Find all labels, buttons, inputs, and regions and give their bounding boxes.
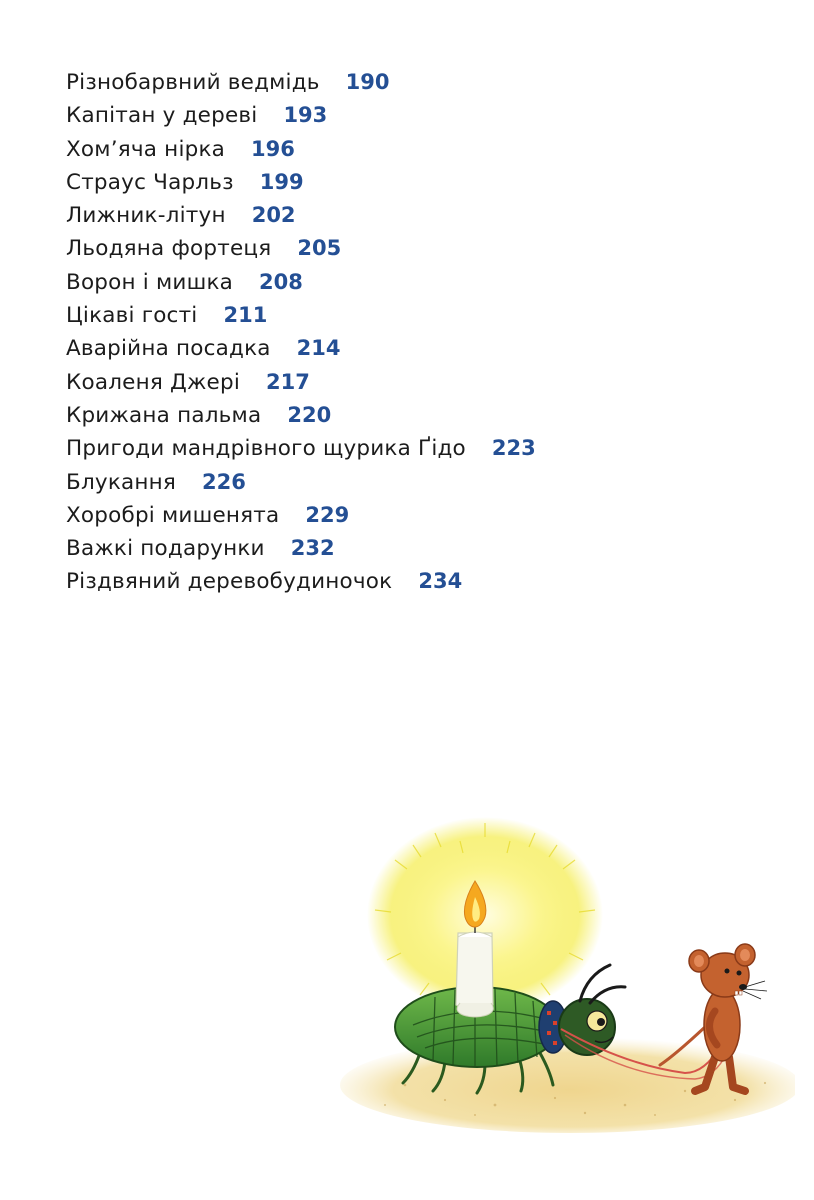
toc-entry[interactable] [66,232,536,265]
toc-entry-title: Цікаві гості [66,303,198,329]
toc-entry[interactable] [66,366,536,399]
candle [456,925,493,1017]
toc-entry[interactable] [66,166,536,199]
toc-entry[interactable] [66,499,536,532]
toc-entry-page: 226 [202,469,246,494]
toc-entry[interactable] [66,199,536,232]
toc-entry-title: Крижана пальма [66,402,262,428]
toc-entry-page: 196 [251,136,295,161]
toc-entry-page: 229 [305,502,350,527]
toc-entry-title: Блукання [66,469,177,495]
toc-entry[interactable] [66,99,536,132]
toc-entry[interactable] [66,532,536,565]
toc-entry-title: Коаленя Джері [66,369,241,395]
toc-entry[interactable] [66,133,536,166]
toc-entry[interactable] [66,66,536,99]
toc-entry[interactable] [66,432,536,465]
toc-entry[interactable] [66,299,536,332]
toc-entry-title: Лижник-літун [66,203,226,229]
toc-entry-page: 220 [287,402,332,427]
toc-entry-title: Хоробрі мишенята [66,502,280,528]
toc-entry[interactable] [66,565,536,598]
toc-entry-title: Пригоди мандрівного щурика Ґідо [66,436,466,462]
toc-entry-page: 205 [297,236,342,261]
table-of-contents [66,66,536,599]
mouse-leading-beetle-illustration [325,815,795,1135]
toc-entry-title: Ворон і мишка [66,269,234,295]
toc-entry-title: Різнобарвний ведмідь [66,70,320,95]
toc-entry-title: Різдвяний деревобудиночок [66,569,393,595]
toc-entry-title: Страус Чарльз [66,169,234,195]
toc-entry-page: 193 [283,103,328,128]
toc-entry-page: 232 [290,536,335,561]
toc-entry-title: Льодяна фортеця [66,236,272,262]
toc-entry-page: 234 [418,569,463,594]
toc-entry-page: 223 [491,436,536,461]
toc-entry-title: Важкі подарунки [66,536,265,562]
toc-entry[interactable] [66,399,536,432]
toc-entry-title: Капітан у дереві [66,103,258,129]
toc-entry-page: 208 [259,269,303,294]
toc-entry-title: Аварійна посадка [66,336,271,362]
toc-entry-page: 202 [251,203,296,228]
toc-entry-title: Хом’яча нірка [66,136,226,162]
toc-entry[interactable] [66,466,536,499]
toc-entry-page: 199 [259,169,304,194]
toc-entry[interactable] [66,332,536,365]
toc-entry-page: 190 [345,70,390,94]
toc-entry[interactable] [66,266,536,299]
toc-entry-page: 214 [296,336,341,361]
toc-entry-page: 211 [223,303,268,328]
toc-entry-page: 217 [266,369,310,394]
